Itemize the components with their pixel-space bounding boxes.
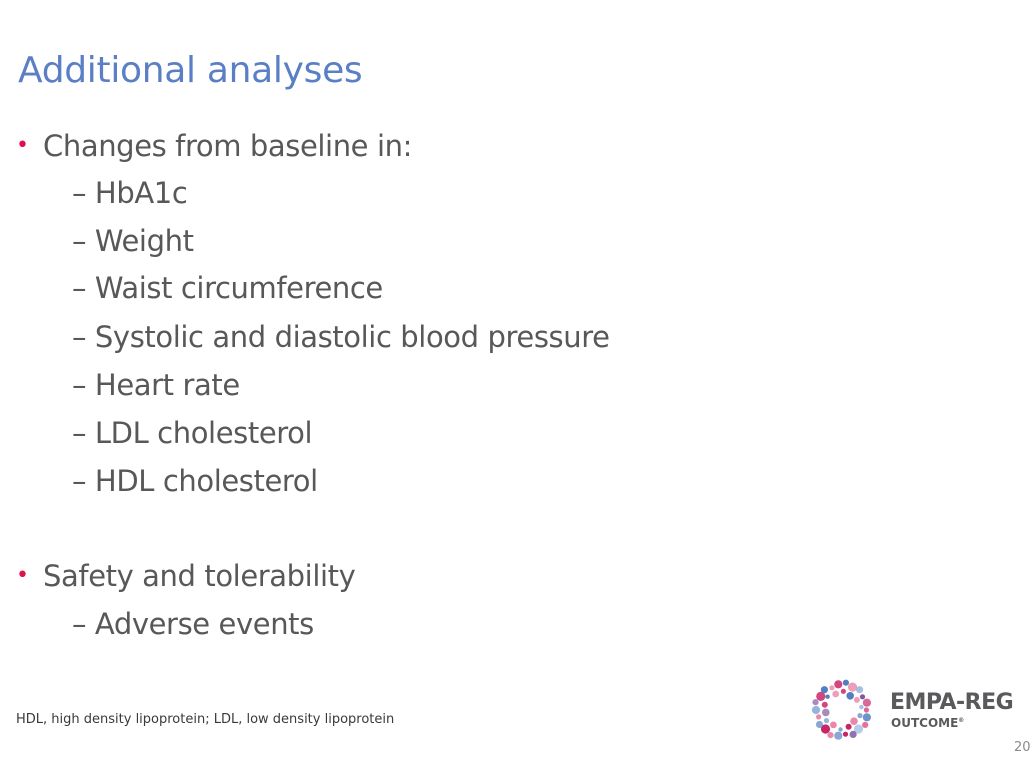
logo-dot: [846, 692, 854, 700]
empa-reg-outcome-logo: [808, 678, 1018, 748]
logo-dot: [829, 685, 834, 690]
logo-dot: [834, 732, 842, 740]
logo-dot: [864, 707, 869, 712]
logo-dot: [816, 714, 821, 719]
logo-dot: [812, 706, 820, 714]
sub-item-heart-rate: – Heart rate: [72, 368, 240, 402]
page-number: 20: [1014, 740, 1031, 755]
logo-dot: [850, 717, 858, 725]
logo-dot: [821, 686, 828, 693]
sub-item-weight: – Weight: [72, 224, 194, 258]
sub-item-adverse-events: – Adverse events: [72, 607, 314, 641]
footnote: HDL, high density lipoprotein; LDL, low density lipoprotein: [16, 712, 395, 727]
logo-dot: [822, 709, 830, 717]
logo-dot: [812, 699, 818, 705]
logo-dot: [827, 732, 833, 738]
logo-dot: [834, 680, 842, 688]
logo-dot: [830, 722, 837, 729]
logo-dot: [832, 691, 839, 698]
sub-item-waist-circumference: – Waist circumference: [72, 271, 383, 305]
logo-dot: [850, 731, 857, 738]
slide-title: Additional analyses: [18, 50, 363, 91]
logo-dot: [841, 689, 846, 694]
sub-item-hba1c: – HbA1c: [72, 176, 188, 210]
bullet-dot: •: [16, 563, 29, 588]
logo-dot: [825, 695, 829, 699]
sub-item-hdl-cholesterol: – HDL cholesterol: [72, 464, 318, 498]
logo-dot: [854, 697, 860, 703]
sub-item-blood-pressure: – Systolic and diastolic blood pressure: [72, 320, 610, 354]
bullet-text: Changes from baseline in:: [43, 129, 412, 163]
logo-dot: [816, 721, 823, 728]
logo-text-line1: EMPA-REG: [890, 690, 1014, 715]
logo-dot: [856, 686, 863, 693]
bullet-text: Safety and tolerability: [43, 559, 356, 593]
logo-dots-icon: [808, 678, 880, 744]
logo-text-line2: [891, 716, 964, 730]
logo-dot: [859, 705, 863, 709]
registered-mark: ®: [958, 717, 965, 724]
logo-dot: [860, 694, 865, 699]
sub-item-ldl-cholesterol: – LDL cholesterol: [72, 416, 313, 450]
logo-dot: [863, 713, 871, 721]
logo-dot: [863, 699, 871, 707]
logo-dot: [848, 683, 857, 692]
bullet-dot: •: [16, 133, 29, 158]
logo-dot: [843, 732, 848, 737]
logo-text-outcome: OUTCOME: [891, 716, 959, 730]
logo-dot: [857, 713, 862, 718]
logo-dot: [846, 724, 852, 730]
logo-dot: [838, 727, 842, 731]
logo-dot: [862, 722, 868, 728]
logo-dot: [824, 718, 829, 723]
logo-dot: [822, 702, 828, 708]
logo-dot: [843, 680, 849, 686]
